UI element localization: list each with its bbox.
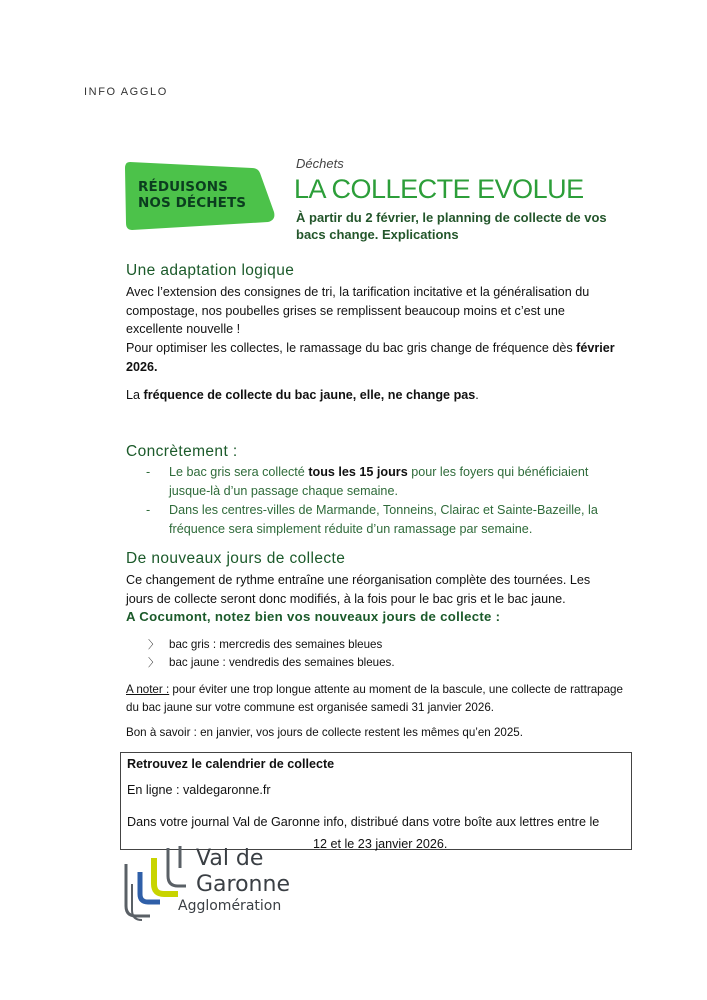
grey-bin-day: bac gris : mercredis des semaines bleues <box>169 638 383 651</box>
note-label: A noter : <box>126 683 170 696</box>
box-online: En ligne : valdegaronne.fr <box>127 783 271 797</box>
item1-bold: tous les 15 jours <box>308 465 408 479</box>
yellow-bin-day: bac jaune : vendredis des semaines bleues. <box>169 656 395 669</box>
note-text: pour éviter une trop longue attente au moment de la bascule, une collecte de rattrapage du bac jaune sur votre commune est organisée samedi 31 janvier 2026. <box>126 683 623 714</box>
badge-line2: NOS DÉCHETS <box>138 195 247 211</box>
paragraph-yellow-bin <box>126 386 622 405</box>
yellow-bin-bold: fréquence de collecte du bac jaune, elle, ne change pas <box>143 388 476 402</box>
chevron-right-icon: 〉 <box>148 657 159 669</box>
good-to-know: Bon à savoir : en janvier, vos jours de collecte restent les mêmes qu’en 2025. <box>126 726 523 739</box>
item1-end: pour les foyers qui bénéficiaient jusque-là d’un passage chaque semaine. <box>169 465 589 498</box>
journal-line1: Dans votre journal Val de Garonne info, distribué dans votre boîte aux lettres entre le <box>127 815 600 829</box>
box-title: Retrouvez le calendrier de collecte <box>127 757 335 771</box>
article-category: Déchets <box>296 156 344 171</box>
badge-line1: RÉDUISONS <box>138 179 228 195</box>
yellow-bin-end: . <box>475 388 479 402</box>
section-kicker: INFO AGGLO <box>84 86 168 98</box>
paragraph-optimize <box>126 339 622 376</box>
journal-line2: 12 et le 23 janvier 2026. <box>313 837 448 851</box>
dash-marker: - <box>146 465 151 479</box>
concrete-list <box>126 463 606 539</box>
heading-new-days: De nouveaux jours de collecte <box>126 550 346 567</box>
item1-text: Le bac gris sera collecté <box>169 465 309 479</box>
paragraph-reorganisation: Ce changement de rythme entraîne une réorganisation complète des tournées. Les jours de collecte seront donc modifiés, à la fois pour le bac gris et le bac jaune. <box>126 573 591 606</box>
val-de-garonne-logo <box>120 842 320 922</box>
logo-word-2: Garonne <box>196 872 290 897</box>
list-item <box>126 636 606 654</box>
calendar-info-box <box>120 752 632 850</box>
item2-text: Dans les centres-villes de Marmande, Tonneins, Clairac et Sainte-Bazeille, la fréquence sera simplement réduite d’un ramassage par semaine. <box>169 503 598 536</box>
list-item <box>126 501 606 539</box>
list-item <box>126 463 606 501</box>
yellow-bin-prefix: La <box>126 388 144 402</box>
article-subtitle: À partir du 2 février, le planning de collecte de vos bacs change. Explications <box>296 210 607 242</box>
heading-adaptation: Une adaptation logique <box>126 262 295 279</box>
logo-word-3: Agglomération <box>178 898 282 914</box>
cocumont-subheading: A Cocumont, notez bien vos nouveaux jours de collecte : <box>126 609 501 624</box>
list-item <box>126 654 606 672</box>
logo-word-1: Val de <box>196 846 264 871</box>
paragraph-intro: Avec l’extension des consignes de tri, la tarification incitative et la généralisation du compostage, nos poubelles grises se remplissent beaucoup moins et c’est une excellente nouvelle ! <box>126 285 590 337</box>
page-title: LA COLLECTE EVOLUE <box>294 174 584 204</box>
reduce-waste-badge <box>124 160 276 232</box>
collection-days-list <box>126 636 606 672</box>
dash-marker: - <box>146 503 151 517</box>
chevron-right-icon: 〉 <box>148 639 159 651</box>
optimize-text: Pour optimiser les collectes, le ramassage du bac gris change de fréquence dès <box>126 341 577 355</box>
optimize-date: février 2026. <box>126 341 615 374</box>
note-paragraph <box>126 681 626 717</box>
heading-concretely: Concrètement : <box>126 443 238 460</box>
